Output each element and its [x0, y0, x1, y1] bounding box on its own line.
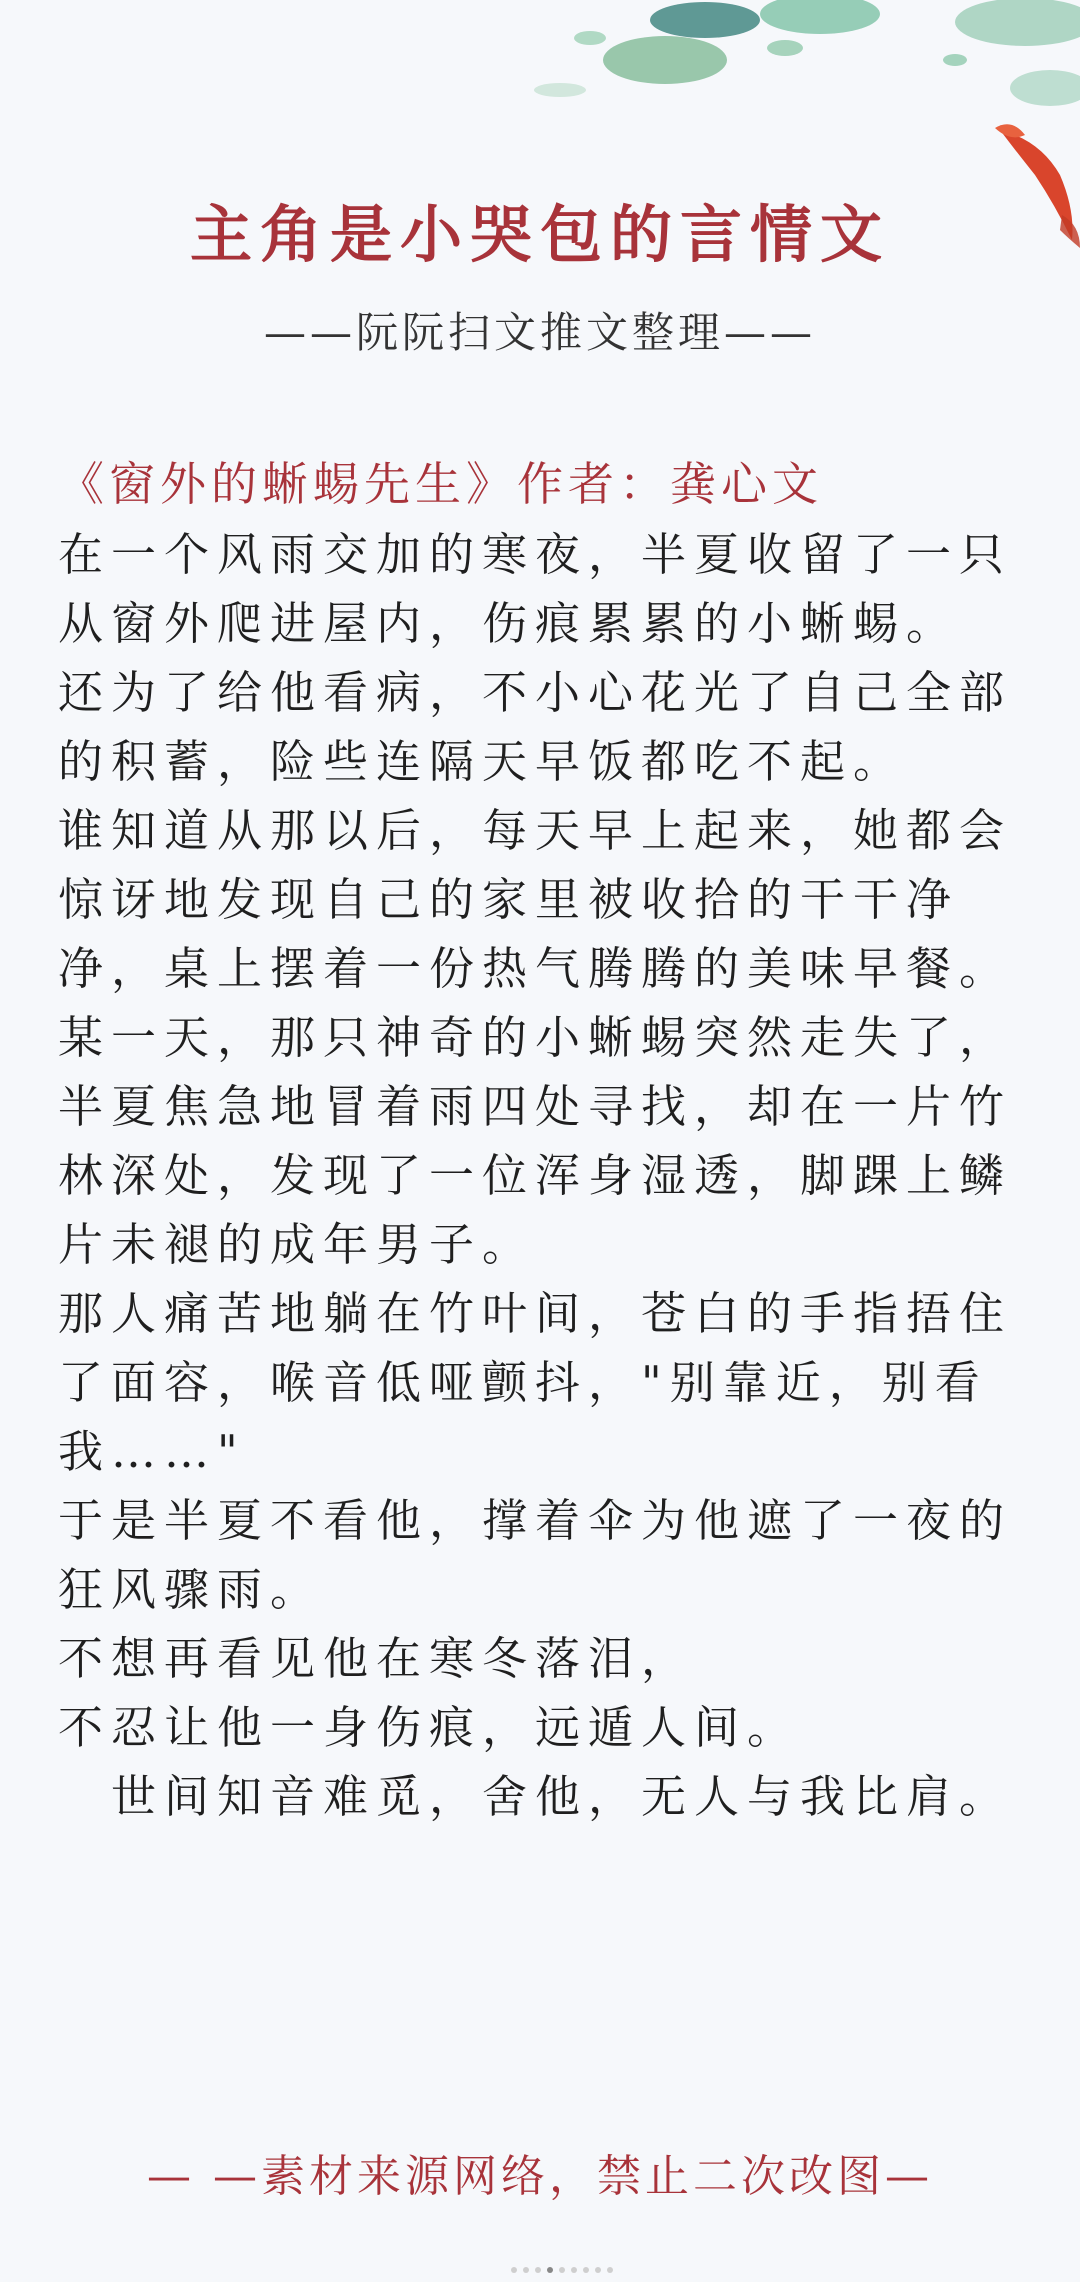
synopsis-paragraph: 某一天，那只神奇的小蜥蜴突然走失了，半夏焦急地冒着雨四处寻找，却在一片竹林深处，发现了一位浑身湿透，脚踝上鳞片未褪的成年男子。 — [58, 1011, 1013, 1271]
page-dot — [559, 2267, 565, 2273]
source-note: — —素材来源网络，禁止二次改图— — [147, 2151, 933, 2202]
page-dot — [595, 2267, 601, 2273]
page-subtitle: ——阮阮扫文推文整理—— — [263, 308, 816, 357]
lotus-leaf-icon — [1010, 70, 1080, 106]
synopsis-paragraph: 世间知音难觅，舍他，无人与我比肩。 — [58, 1770, 1013, 1823]
lotus-leaf-icon — [534, 83, 586, 97]
lotus-leaf-icon — [760, 0, 880, 34]
synopsis-paragraph: 在一个风雨交加的寒夜，半夏收留了一只从窗外爬进屋内，伤痕累累的小蜥蜴。 — [58, 528, 1013, 650]
synopsis-paragraph: 还为了给他看病，不小心花光了自己全部的积蓄，险些连隔天早饭都吃不起。 — [58, 666, 1013, 788]
page-title: 主角是小哭包的言情文 — [189, 198, 890, 271]
page-indicator — [508, 2258, 616, 2277]
lotus-leaf-icon — [574, 31, 606, 45]
synopsis-paragraph: 谁知道从那以后，每天早上起来，她都会惊讶地发现自己的家里被收拾的干干净净，桌上摆着一份热气腾腾的美味早餐。 — [58, 804, 1013, 995]
synopsis-paragraph: 那人痛苦地躺在竹叶间，苍白的手指捂住了面容，喉音低哑颤抖，"别靠近，别看我……" — [58, 1287, 1013, 1478]
page-dot — [523, 2267, 529, 2273]
synopsis-paragraph: 于是半夏不看他，撑着伞为他遮了一夜的狂风骤雨。 — [58, 1494, 1013, 1616]
page-dot — [535, 2267, 541, 2273]
lotus-leaf-icon — [650, 2, 760, 38]
page-dot — [571, 2267, 577, 2273]
book-title-author: 《窗外的蜥蜴先生》作者：龚心文 — [58, 457, 823, 511]
lotus-leaf-icon — [603, 36, 727, 84]
page-dot — [607, 2267, 613, 2273]
page-dot — [583, 2267, 589, 2273]
page-dot — [511, 2267, 517, 2273]
synopsis-body — [58, 520, 1018, 1831]
page-dot — [547, 2267, 553, 2273]
lotus-leaf-icon — [943, 54, 967, 66]
lotus-leaf-icon — [955, 0, 1080, 46]
synopsis-paragraph: 不忍让他一身伤痕，远遁人间。 — [58, 1701, 801, 1754]
synopsis-paragraph: 不想再看见他在寒冬落泪， — [58, 1632, 695, 1685]
lotus-leaf-icon — [767, 40, 803, 56]
